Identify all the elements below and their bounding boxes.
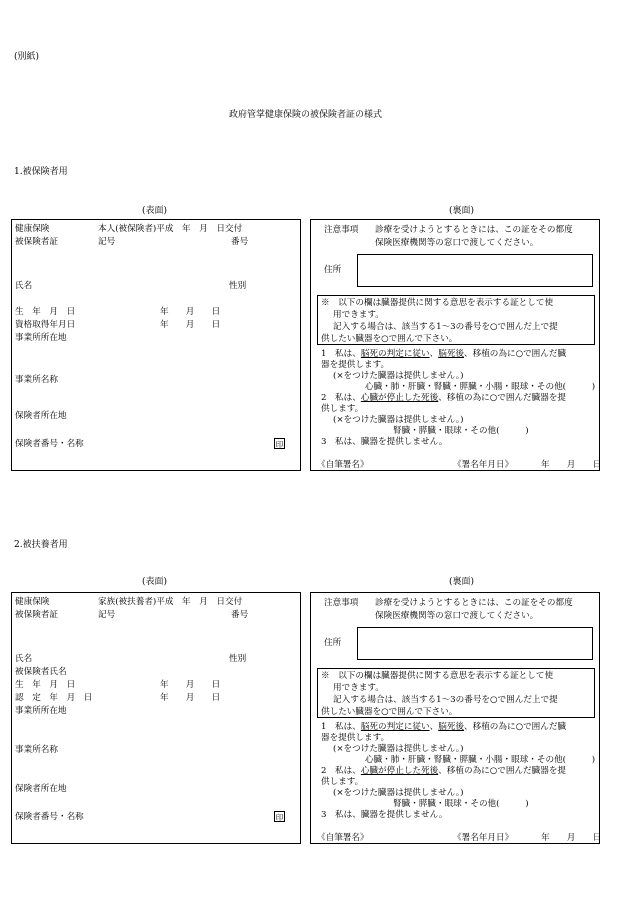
- donor-note-2: 用できます。: [333, 683, 384, 693]
- option-3: 3 私は、臓器を提供しません。: [321, 437, 448, 447]
- approval-date-value: 年 月 日: [160, 693, 221, 703]
- address-label: 住所: [324, 265, 342, 275]
- address-box[interactable]: [357, 254, 593, 287]
- name-label: 氏名: [15, 281, 33, 291]
- back-caption-insured: (裏面): [449, 206, 475, 216]
- section-title-dependent: 2.被扶養者用: [14, 540, 68, 550]
- option-2-line1: 2 私は、心臓が停止した死後、移植の為に○で囲んだ臓器を提: [321, 393, 567, 403]
- dependent-card-front: [11, 592, 301, 844]
- option-1-organs: 心臓・肺・肝臓・腎臓・膵臓・小腸・眼球・その他( ): [365, 382, 596, 392]
- sex-label: 性別: [229, 281, 247, 291]
- donor-note-4: 供したい臓器を○で囲んで下さい。: [321, 707, 458, 717]
- option-1-organs: 心臓・肺・肝臓・腎臓・膵臓・小腸・眼球・その他( ): [365, 755, 596, 765]
- notice-line2: 保険医療機関等の窓口で渡してください。: [375, 611, 539, 621]
- option-1-line3: (×をつけた臓器は提供しません。): [333, 744, 464, 754]
- option-2-organs: 腎臓・膵臓・眼球・その他( ): [393, 426, 529, 436]
- front-caption-insured: (表面): [142, 206, 168, 216]
- name-label: 氏名: [15, 654, 33, 664]
- line1-label: 健康保険: [15, 224, 50, 234]
- option-2-line1: 2 私は、心臓が停止した死後、移植の為に○で囲んだ臓器を提: [321, 766, 567, 776]
- office-address-label: 事業所所在地: [15, 706, 67, 716]
- line2-label: 被保険者証: [15, 237, 58, 247]
- sign-date-cols: 年 月 日: [541, 833, 602, 843]
- option-2-line2: 供します。: [321, 777, 364, 787]
- birth-label: 生 年 月 日: [15, 307, 76, 317]
- back-caption-dependent: (裏面): [449, 577, 475, 587]
- address-label: 住所: [324, 638, 342, 648]
- option-3: 3 私は、臓器を提供しません。: [321, 810, 448, 820]
- line2-label: 被保険者証: [15, 610, 58, 620]
- seal-stamp: 印: [275, 440, 284, 449]
- option-1-line2: 器を提供します。: [321, 360, 390, 370]
- birth-value: 年 月 日: [160, 680, 221, 690]
- sign-date-line: [453, 843, 597, 844]
- option-1-line2: 器を提供します。: [321, 733, 390, 743]
- bango-label: 番号: [231, 610, 249, 620]
- insurer-address-label: 保険者所在地: [15, 411, 67, 421]
- sign-date-label: 《署名年月日》: [453, 460, 514, 470]
- birth-label: 生 年 月 日: [15, 680, 76, 690]
- notice-line1: 診療を受けようとするときには、この証をその都度: [375, 225, 573, 235]
- line1-label: 健康保険: [15, 597, 50, 607]
- office-name-label: 事業所名称: [15, 375, 58, 385]
- option-1-line3: (×をつけた臓器は提供しません。): [333, 371, 464, 381]
- office-address-label: 事業所所在地: [15, 333, 67, 343]
- insurer-number-label: 保険者番号・名称: [15, 439, 84, 449]
- option-1-line1: 1 私は、脳死の判定に従い、脳死後、移植の為に○で囲んだ臓: [321, 349, 567, 359]
- attachment-label: (別紙): [14, 52, 40, 62]
- sign-date-label: 《署名年月日》: [453, 833, 514, 843]
- option-2-organs: 腎臓・膵臓・眼球・その他( ): [393, 799, 529, 809]
- sign-date-line: [453, 470, 597, 471]
- approval-date-label: 認 定 年 月 日: [15, 693, 93, 703]
- donor-note-1: ※ 以下の欄は臓器提供に関する意思を表示する証として使: [321, 298, 554, 308]
- dependent-card-back: [310, 592, 600, 844]
- office-name-label: 事業所名称: [15, 745, 58, 755]
- seal-stamp: 印: [275, 813, 284, 822]
- insured-card-back: [310, 219, 600, 471]
- qualify-date-value: 年 月 日: [160, 320, 221, 330]
- notice-line1: 診療を受けようとするときには、この証をその都度: [375, 598, 573, 608]
- kigo-label: 記号: [98, 610, 116, 620]
- insurer-address-label: 保険者所在地: [15, 784, 67, 794]
- donor-note-4: 供したい臓器を○で囲んで下さい。: [321, 334, 458, 344]
- issue-date: 本人(被保険者)平成 年 月 日交付: [98, 224, 243, 234]
- option-1-line1: 1 私は、脳死の判定に従い、脳死後、移植の為に○で囲んだ臓: [321, 722, 567, 732]
- page-title: 政府管掌健康保険の被保険者証の様式: [229, 110, 383, 120]
- notice-line2: 保険医療機関等の窓口で渡してください。: [375, 238, 539, 248]
- issue-date: 家族(被扶養者)平成 年 月 日交付: [98, 597, 243, 607]
- notice-label: 注意事項: [324, 598, 359, 608]
- option-2-line3: (×をつけた臓器は提供しません。): [333, 415, 464, 425]
- insurer-number-label: 保険者番号・名称: [15, 812, 84, 822]
- front-caption-dependent: (表面): [142, 577, 168, 587]
- signature-line: [317, 843, 441, 844]
- option-2-line3: (×をつけた臓器は提供しません。): [333, 788, 464, 798]
- bango-label: 番号: [231, 237, 249, 247]
- section-title-insured: 1.被保険者用: [14, 167, 68, 177]
- kigo-label: 記号: [98, 237, 116, 247]
- donor-note-3: 記入する場合は、該当する1～3の番号を○で囲んだ上で提: [333, 322, 558, 332]
- donor-note-1: ※ 以下の欄は臓器提供に関する意思を表示する証として使: [321, 671, 554, 681]
- qualify-date-label: 資格取得年月日: [15, 320, 76, 330]
- signature-label: 《自筆署名》: [317, 833, 369, 843]
- sign-date-cols: 年 月 日: [541, 460, 602, 470]
- birth-value: 年 月 日: [160, 307, 221, 317]
- insured-card-front: [11, 219, 301, 471]
- notice-label: 注意事項: [324, 225, 359, 235]
- donor-note-2: 用できます。: [333, 310, 384, 320]
- signature-line: [317, 470, 441, 471]
- insured-name-label: 被保険者氏名: [15, 667, 67, 677]
- option-2-line2: 供します。: [321, 404, 364, 414]
- donor-note-3: 記入する場合は、該当する1～3の番号を○で囲んだ上で提: [333, 695, 558, 705]
- signature-label: 《自筆署名》: [317, 460, 369, 470]
- address-box[interactable]: [357, 627, 593, 660]
- sex-label: 性別: [229, 654, 247, 664]
